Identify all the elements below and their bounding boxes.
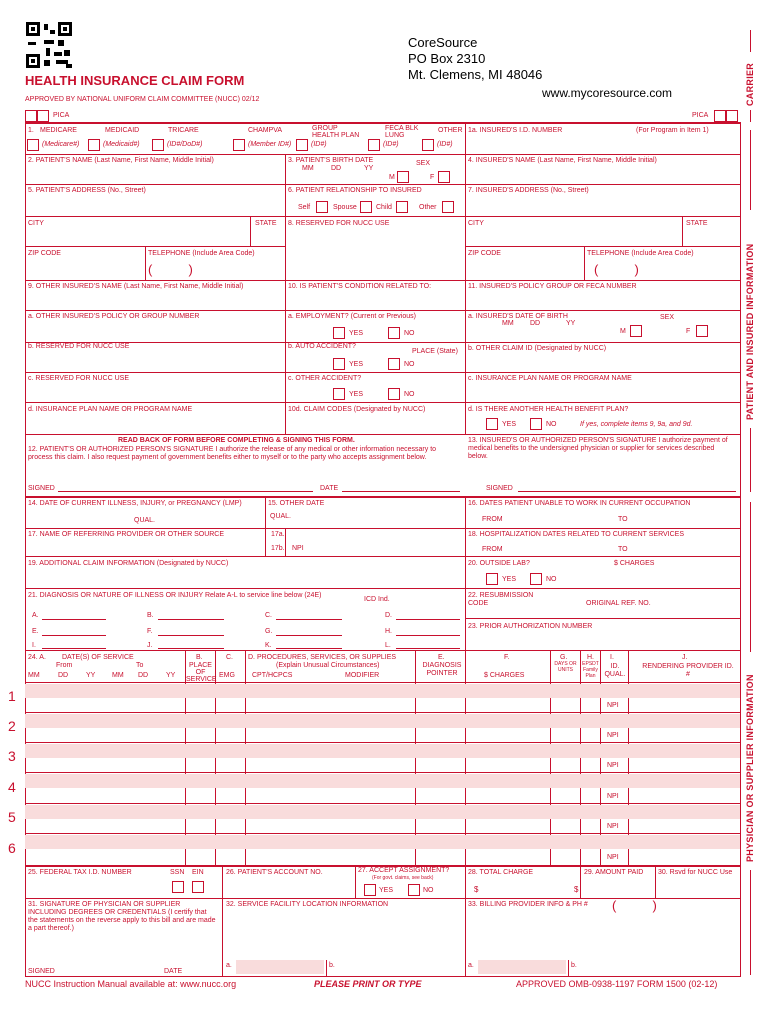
item11a-mm: MM [502, 320, 514, 327]
diag-f: F. [147, 628, 153, 635]
sidebar-arrow-top [750, 30, 751, 52]
item11a-sex: SEX [660, 314, 675, 321]
medicaid-sub: (Medicaid#) [103, 141, 140, 148]
service-line-5-npi: NPI [607, 823, 619, 830]
form-title: HEALTH INSURANCE CLAIM FORM [25, 73, 245, 88]
item24e-sub: DIAGNOSIS POINTER [422, 662, 462, 677]
item14-qual: QUAL. [134, 517, 156, 524]
item10d-label: 10d. CLAIM CODES (Designated by NUCC) [288, 406, 426, 413]
auto-accident-no-checkbox[interactable] [388, 358, 400, 370]
service-line-4-npi: NPI [607, 793, 619, 800]
carrier-address1: PO Box 2310 [408, 51, 486, 66]
item29-label: 29. AMOUNT PAID [584, 869, 644, 876]
item24h-label: H. [587, 654, 594, 661]
sidebar-line-4 [750, 502, 751, 652]
diag-i: I. [32, 642, 36, 649]
item20-label: 20. OUTSIDE LAB? [468, 560, 530, 567]
item13-text: 13. INSURED'S OR AUTHORIZED PERSON'S SIGNATURE I authorize payment of medical benefits to the undersigned physician or supplier for services described below. [468, 437, 728, 460]
item11d-note: If yes, complete items 9, 9a, and 9d. [580, 421, 693, 428]
item27-note: (For govt. claims, see back) [372, 875, 434, 881]
item11a-m-checkbox[interactable] [630, 325, 642, 337]
item3-m: M [389, 174, 395, 181]
patient-zip-label: ZIP CODE [28, 250, 61, 257]
employment-no-checkbox[interactable] [388, 327, 400, 339]
item17-label: 17. NAME OF REFERRING PROVIDER OR OTHER SOURCE [28, 531, 225, 538]
item15-label: 15. OTHER DATE [268, 500, 325, 507]
approved-nucc: APPROVED BY NATIONAL UNIFORM CLAIM COMMITTEE (NUCC) 02/12 [25, 96, 260, 103]
service-line-2-npi: NPI [607, 732, 619, 739]
item6-label: 6. PATIENT RELATIONSHIP TO INSURED [288, 187, 422, 194]
pica-box-right-1[interactable] [714, 110, 726, 122]
service-line-6-shaded[interactable] [25, 835, 740, 849]
service-line-5-shaded[interactable] [25, 805, 740, 819]
child-checkbox[interactable] [396, 201, 408, 213]
other-plan-no-checkbox[interactable] [530, 418, 542, 430]
accept-yes: YES [379, 887, 394, 894]
item24-to: To [136, 662, 144, 669]
carrier-address [408, 35, 542, 83]
item24a-sub: DATE(S) OF SERVICE [62, 654, 134, 661]
item24-from-dd: DD [58, 672, 69, 679]
item32a-shaded[interactable] [236, 960, 324, 974]
employment-no: NO [404, 330, 415, 337]
insured-area-code: ( ) [594, 262, 639, 277]
insured-zip-label: ZIP CODE [468, 250, 501, 257]
other-checkbox[interactable] [422, 139, 434, 151]
carrier-website: www.mycoresource.com [542, 86, 673, 100]
item22-orig: ORIGINAL REF. NO. [586, 600, 651, 607]
item6-child: Child [376, 204, 392, 211]
item25-ssn: SSN [170, 869, 185, 876]
sidebar-line-2 [750, 130, 751, 210]
item24c-label: C. [226, 654, 233, 661]
item14-label: 14. DATE OF CURRENT ILLNESS, INJURY, or PREGNANCY (LMP) [28, 500, 242, 507]
diag-g: G. [265, 628, 273, 635]
feca-sub: (ID#) [383, 141, 399, 148]
item1a-note: (For Program in Item 1) [636, 127, 709, 134]
outside-lab-no: NO [546, 576, 557, 583]
item10c-label: c. OTHER ACCIDENT? [288, 375, 362, 382]
pica-box-right-2[interactable] [726, 110, 738, 122]
item11c-label: c. INSURANCE PLAN NAME OR PROGRAM NAME [468, 375, 632, 382]
footer-approved: APPROVED OMB-0938-1197 FORM 1500 (02-12) [516, 979, 718, 989]
item24b-sub: PLACE OF SERVICE [186, 662, 217, 683]
item30-label: 30. Rsvd for NUCC Use [658, 869, 733, 876]
item16-label: 16. DATES PATIENT UNABLE TO WORK IN CURRENT OCCUPATION [468, 500, 691, 507]
item24f-sub: $ CHARGES [484, 672, 525, 679]
item11a-f-checkbox[interactable] [696, 325, 708, 337]
item17b-npi: NPI [292, 545, 304, 552]
other-sub: (ID#) [437, 141, 453, 148]
ssn-checkbox[interactable] [172, 881, 184, 893]
diag-b: B. [147, 612, 154, 619]
item24g-sub: DAYS OR UNITS [554, 661, 577, 673]
other-plan-yes: YES [502, 421, 517, 428]
item9-label: 9. OTHER INSURED'S NAME (Last Name, First Name, Middle Initial) [28, 283, 244, 290]
employment-yes-checkbox[interactable] [333, 327, 345, 339]
item28-label: 28. TOTAL CHARGE [468, 869, 534, 876]
item24d-sub: (Explain Unusual Circumstances) [276, 662, 380, 669]
item11d-label: d. IS THERE ANOTHER HEALTH BENEFIT PLAN? [468, 406, 629, 413]
medicaid-checkbox[interactable] [88, 139, 100, 151]
item11-label: 11. INSURED'S POLICY GROUP OR FECA NUMBER [468, 283, 637, 290]
diag-e: E. [32, 628, 39, 635]
item11a-m: M [620, 328, 626, 335]
service-line-number-6: 6 [8, 840, 16, 856]
service-line-6-npi: NPI [607, 854, 619, 861]
feca-label: FECA BLK LUNG [385, 125, 419, 139]
item24-to-yy: YY [166, 672, 176, 679]
item33-label: 33. BILLING PROVIDER INFO & PH # [468, 901, 588, 908]
item24-emg: EMG [219, 672, 235, 679]
item24i-label: I. [610, 654, 614, 661]
item11a-yy: YY [566, 320, 576, 327]
item11a-dd: DD [530, 320, 541, 327]
item3-yy: YY [364, 165, 374, 172]
item1a-label: 1a. INSURED'S I.D. NUMBER [468, 127, 563, 134]
service-line-3-shaded[interactable] [25, 744, 740, 758]
footer-print: PLEASE PRINT OR TYPE [314, 979, 422, 989]
item24e-label: E. [438, 654, 445, 661]
accept-no-checkbox[interactable] [408, 884, 420, 896]
service-line-number-2: 2 [8, 718, 16, 734]
item16-from: FROM [482, 516, 503, 523]
item32-label: 32. SERVICE FACILITY LOCATION INFORMATION [226, 901, 389, 908]
item6-other: Other [419, 204, 437, 211]
item32-b: b. [329, 962, 335, 969]
group-sub: (ID#) [311, 141, 327, 148]
service-line-2-shaded[interactable] [25, 714, 740, 728]
item3-dd: DD [331, 165, 342, 172]
item3-mm: MM [302, 165, 314, 172]
item21-icd: ICD Ind. [364, 596, 390, 603]
qr-code [26, 22, 72, 68]
item31-text: 31. SIGNATURE OF PHYSICIAN OR SUPPLIER INCLUDING DEGREES OR CREDENTIALS (I certify that the statements on the reverse apply to this bill and are made a part thereof.) [28, 901, 216, 932]
item29-dollar: $ [574, 885, 579, 894]
item24-modifier: MODIFIER [345, 672, 380, 679]
item24-from: From [56, 662, 73, 669]
outside-lab-no-checkbox[interactable] [530, 573, 542, 585]
item3-m-checkbox[interactable] [397, 171, 409, 183]
item3-sex: SEX [416, 160, 431, 167]
diag-h: H. [385, 628, 392, 635]
item18-label: 18. HOSPITALIZATION DATES RELATED TO CURRENT SERVICES [468, 531, 685, 538]
outside-lab-yes-checkbox[interactable] [486, 573, 498, 585]
item33-b: b. [571, 962, 577, 969]
diag-k: K. [265, 642, 272, 649]
item25-ein: EIN [192, 869, 204, 876]
item24-to-dd: DD [138, 672, 149, 679]
service-line-number-5: 5 [8, 809, 16, 825]
item3-f: F [430, 174, 435, 181]
item24j-label: J. [682, 654, 688, 661]
insured-telephone-label: TELEPHONE (Include Area Code) [587, 250, 694, 257]
item32-a: a. [226, 962, 232, 969]
sidebar-carrier: CARRIER [745, 62, 755, 106]
accept-yes-checkbox[interactable] [364, 884, 376, 896]
item24-cpt: CPT/HCPCS [252, 672, 293, 679]
diag-c: C. [265, 612, 272, 619]
service-line-1-npi: NPI [607, 702, 619, 709]
item24g-label: G. [560, 654, 568, 661]
footer-nucc: NUCC Instruction Manual available at: www.nucc.org [25, 979, 237, 989]
insured-city-label: CITY [468, 220, 484, 227]
item12-date: DATE [320, 485, 339, 492]
medicare-sub: (Medicare#) [42, 141, 80, 148]
item9b-label: b. RESERVED FOR NUCC USE [28, 343, 130, 350]
service-line-1-shaded[interactable] [25, 684, 740, 698]
item12-text: 12. PATIENT'S OR AUTHORIZED PERSON'S SIGNATURE I authorize the release of any medical or other information necessary to process this claim. I also request payment of government benefits either to myself or to the party who accepts assignment below. [28, 446, 437, 461]
item17a-label: 17a. [271, 531, 285, 538]
item28-dollar: $ [474, 885, 479, 894]
item33-area-code: ( ) [612, 898, 657, 913]
item11b-label: b. OTHER CLAIM ID (Designated by NUCC) [468, 345, 607, 352]
medicare-label: MEDICARE [40, 127, 77, 134]
item31-date: DATE [164, 968, 183, 975]
group-label: GROUP HEALTH PLAN [312, 125, 360, 139]
spouse-checkbox[interactable] [360, 201, 372, 213]
champva-sub: (Member ID#) [248, 141, 292, 148]
pica-right-label: PICA [692, 112, 709, 119]
item19-label: 19. ADDITIONAL CLAIM INFORMATION (Designated by NUCC) [28, 560, 229, 567]
item10a-label: a. EMPLOYMENT? (Current or Previous) [288, 313, 416, 320]
ein-checkbox[interactable] [192, 881, 204, 893]
sidebar-arrow-1 [750, 110, 751, 122]
auto-accident-yes: YES [349, 361, 364, 368]
item24-from-yy: YY [86, 672, 96, 679]
read-back-notice: READ BACK OF FORM BEFORE COMPLETING & SIGNING THIS FORM. [118, 437, 355, 444]
champva-checkbox[interactable] [233, 139, 245, 151]
patient-area-code: ( ) [148, 262, 193, 277]
item10-label: 10. IS PATIENT'S CONDITION RELATED TO: [288, 283, 432, 290]
diag-j: J. [147, 642, 153, 649]
item5-label: 5. PATIENT'S ADDRESS (No., Street) [28, 187, 146, 194]
patient-telephone-label: TELEPHONE (Include Area Code) [148, 250, 255, 257]
place-state-label: PLACE (State) [412, 348, 458, 355]
item24f-label: F. [504, 654, 510, 661]
pica-box-left-1[interactable] [25, 110, 37, 122]
item3-label: 3. PATIENT'S BIRTH DATE [288, 157, 374, 164]
diag-d: D. [385, 612, 392, 619]
employment-yes: YES [349, 330, 364, 337]
diag-a: A. [32, 612, 39, 619]
carrier-address2: Mt. Clemens, MI 48046 [408, 67, 543, 82]
item2-label: 2. PATIENT'S NAME (Last Name, First Name, Middle Initial) [28, 157, 214, 164]
service-line-3-npi: NPI [607, 762, 619, 769]
item11a-f: F [686, 328, 691, 335]
auto-accident-no: NO [404, 361, 415, 368]
item24j-sub: RENDERING PROVIDER ID. # [642, 663, 734, 678]
item4-label: 4. INSURED'S NAME (Last Name, First Name, Middle Initial) [468, 157, 657, 164]
other-relation-checkbox[interactable] [442, 201, 454, 213]
carrier-name: CoreSource [408, 35, 478, 50]
pica-left-label: PICA [53, 112, 70, 119]
other-plan-yes-checkbox[interactable] [486, 418, 498, 430]
service-line-4-shaded[interactable] [25, 774, 740, 788]
item33a-shaded[interactable] [478, 960, 566, 974]
item24h-sub: EPSDT Family Plan [582, 661, 599, 679]
other-plan-no: NO [546, 421, 557, 428]
group-checkbox[interactable] [296, 139, 308, 151]
item20-charges: $ CHARGES [614, 560, 655, 567]
tricare-label: TRICARE [168, 127, 199, 134]
item33-a: a. [468, 962, 474, 969]
item11a-label: a. INSURED'S DATE OF BIRTH [468, 313, 568, 320]
item24d-label: D. PROCEDURES, SERVICES, OR SUPPLIES [248, 654, 397, 661]
item22-label: 22. RESUBMISSION CODE [468, 592, 534, 607]
service-line-number-4: 4 [8, 779, 16, 795]
accept-no: NO [423, 887, 434, 894]
item9c-label: c. RESERVED FOR NUCC USE [28, 375, 129, 382]
sidebar-line-3 [750, 428, 751, 492]
item25-label: 25. FEDERAL TAX I.D. NUMBER [28, 869, 132, 876]
item7-label: 7. INSURED'S ADDRESS (No., Street) [468, 187, 589, 194]
outside-lab-yes: YES [502, 576, 517, 583]
other-accident-yes-checkbox[interactable] [333, 388, 345, 400]
item16-to: TO [618, 516, 628, 523]
item17b-label: 17b. [271, 545, 285, 552]
item26-label: 26. PATIENT'S ACCOUNT NO. [226, 869, 323, 876]
sidebar-patient: PATIENT AND INSURED INFORMATION [745, 243, 755, 420]
item27-label: 27. ACCEPT ASSIGNMENT? [358, 867, 450, 874]
item18-from: FROM [482, 546, 503, 553]
item24-to-mm: MM [112, 672, 124, 679]
medicare-checkbox[interactable] [27, 139, 39, 151]
item24b-label: B. [196, 654, 203, 661]
item24i-sub: ID. QUAL. [604, 663, 626, 678]
patient-city-label: CITY [28, 220, 44, 227]
item13-signed: SIGNED [486, 485, 513, 492]
champva-label: CHAMPVA [248, 127, 283, 134]
item6-spouse: Spouse [333, 204, 357, 211]
item10b-label: b. AUTO ACCIDENT? [288, 343, 356, 350]
item31-signed: SIGNED [28, 968, 55, 975]
tricare-checkbox[interactable] [152, 139, 164, 151]
item1-number: 1. [28, 127, 34, 134]
tricare-sub: (ID#/DoD#) [167, 141, 203, 148]
diag-l: L. [385, 642, 391, 649]
insured-state-label: STATE [686, 220, 708, 227]
item18-to: TO [618, 546, 628, 553]
sidebar-line-5 [750, 870, 751, 975]
other-label: OTHER [438, 127, 463, 134]
patient-state-label: STATE [255, 220, 277, 227]
feca-checkbox[interactable] [368, 139, 380, 151]
item24a-label: 24. A. [28, 654, 46, 661]
other-accident-yes: YES [349, 391, 364, 398]
other-accident-no: NO [404, 391, 415, 398]
item6-self: Self [298, 204, 311, 211]
item3-f-checkbox[interactable] [438, 171, 450, 183]
service-line-number-1: 1 [8, 688, 16, 704]
item24-from-mm: MM [28, 672, 40, 679]
sidebar-physician: PHYSICIAN OR SUPPLIER INFORMATION [745, 674, 755, 862]
item8-label: 8. RESERVED FOR NUCC USE [288, 220, 390, 227]
pica-box-left-2[interactable] [37, 110, 49, 122]
service-line-number-3: 3 [8, 748, 16, 764]
medicaid-label: MEDICAID [105, 127, 140, 134]
item9d-label: d. INSURANCE PLAN NAME OR PROGRAM NAME [28, 406, 193, 413]
other-accident-no-checkbox[interactable] [388, 388, 400, 400]
item9a-label: a. OTHER INSURED'S POLICY OR GROUP NUMBER [28, 313, 200, 320]
item15-qual: QUAL. [270, 513, 292, 520]
self-checkbox[interactable] [316, 201, 328, 213]
item12-signed: SIGNED [28, 485, 55, 492]
auto-accident-yes-checkbox[interactable] [333, 358, 345, 370]
item21-label: 21. DIAGNOSIS OR NATURE OF ILLNESS OR INJURY Relate A-L to service line below (24E) [28, 592, 322, 599]
item23-label: 23. PRIOR AUTHORIZATION NUMBER [468, 623, 593, 630]
